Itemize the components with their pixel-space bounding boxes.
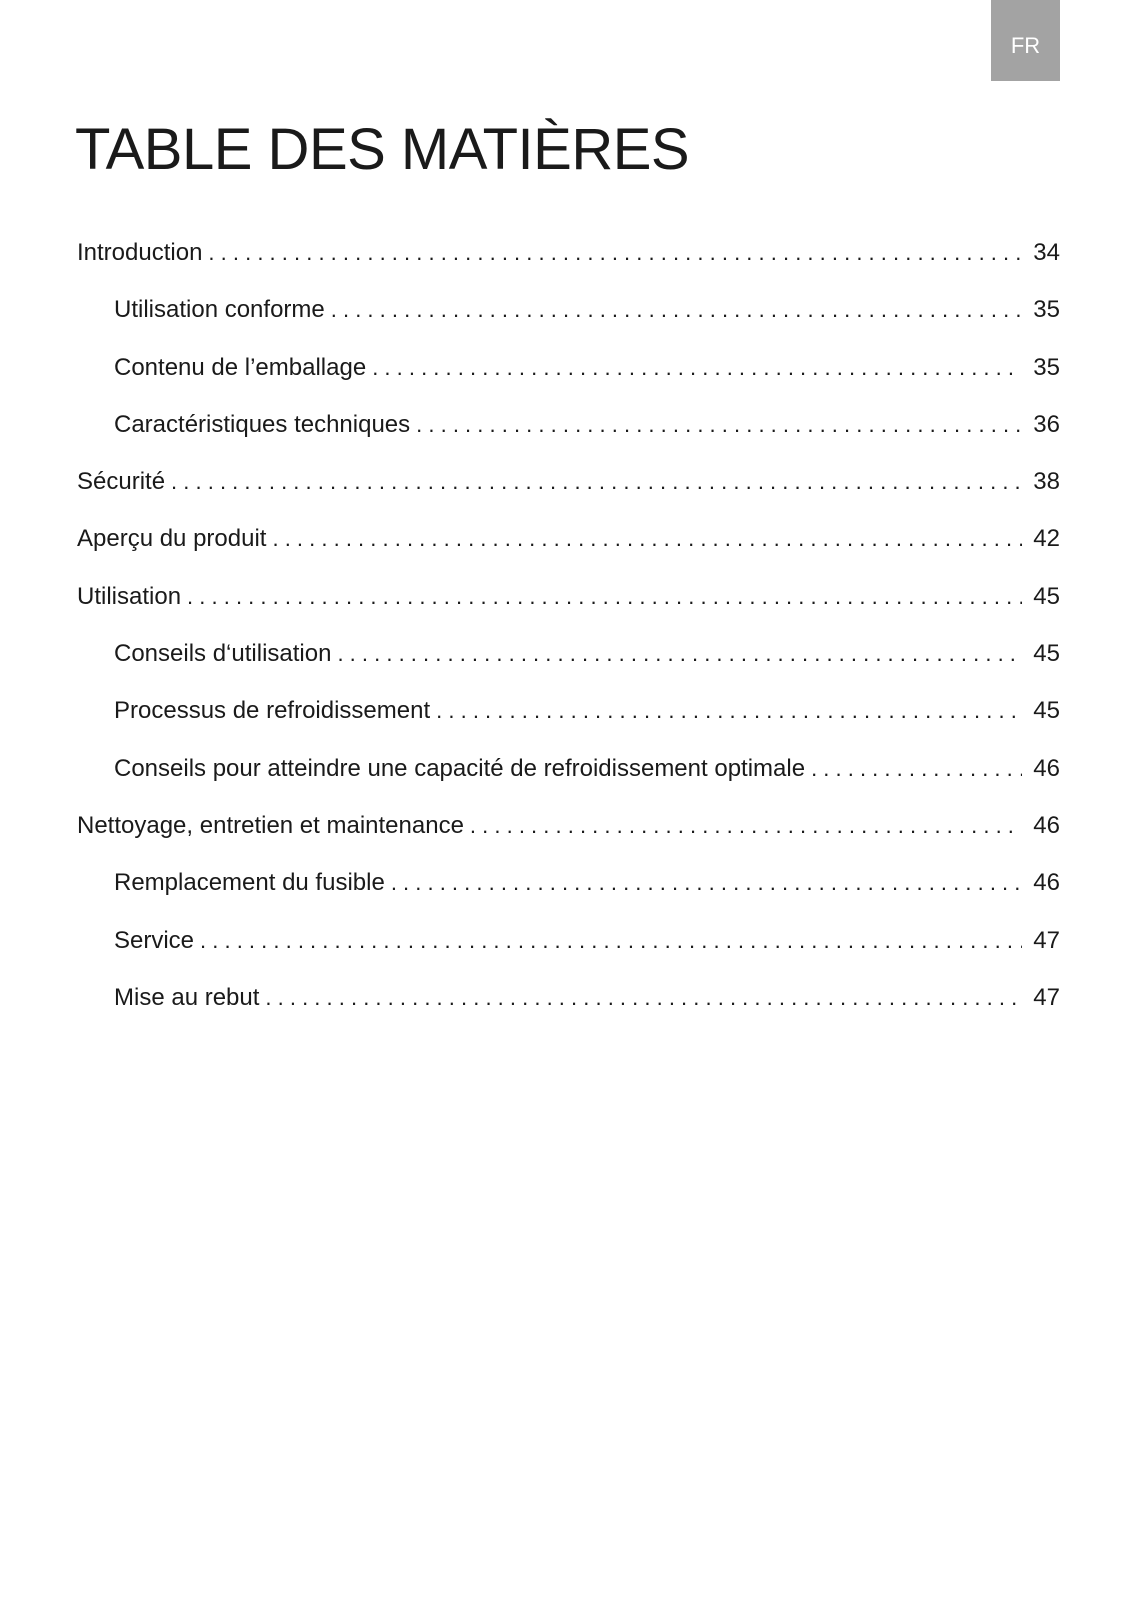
toc-entry-page: 46 — [1033, 869, 1060, 897]
toc-entry-processus-refroidissement[interactable] — [77, 695, 1060, 752]
toc-entry-utilisation-conforme[interactable] — [77, 294, 1060, 351]
toc-entry-page: 34 — [1033, 239, 1060, 266]
toc-dot-leader — [265, 982, 1022, 1014]
toc-entry-caracteristiques-techniques[interactable] — [77, 409, 1060, 466]
toc-entry-label: Aperçu du produit — [77, 525, 267, 553]
table-of-contents — [77, 237, 1060, 1039]
toc-dot-leader — [811, 753, 1022, 785]
toc-entry-label: Sécurité — [77, 468, 166, 496]
toc-entry-page: 45 — [1033, 697, 1060, 725]
toc-entry-page: 45 — [1033, 582, 1060, 610]
toc-entry-conseils-utilisation[interactable] — [77, 638, 1060, 695]
toc-dot-leader — [187, 581, 1022, 613]
toc-dot-leader — [436, 695, 1022, 727]
toc-dot-leader — [171, 466, 1022, 498]
toc-entry-label: Utilisation conforme — [114, 296, 325, 324]
toc-entry-label: Remplacement du fusible — [114, 869, 385, 897]
toc-dot-leader — [470, 810, 1022, 842]
toc-dot-leader — [208, 237, 1022, 269]
toc-entry-page: 38 — [1033, 468, 1060, 496]
language-tab: FR — [991, 0, 1060, 81]
toc-dot-leader — [331, 294, 1022, 326]
toc-entry-page: 46 — [1033, 754, 1060, 782]
toc-entry-label: Conseils d‘utilisation — [114, 640, 332, 668]
page-title: TABLE DES MATIÈRES — [75, 117, 690, 182]
toc-dot-leader — [272, 523, 1022, 555]
toc-entry-page: 36 — [1033, 410, 1060, 438]
toc-entry-page: 35 — [1033, 353, 1060, 381]
toc-dot-leader — [416, 409, 1022, 441]
toc-dot-leader — [337, 638, 1022, 670]
toc-entry-label: Introduction — [77, 239, 203, 266]
toc-dot-leader — [372, 352, 1022, 384]
toc-entry-page: 45 — [1033, 640, 1060, 668]
toc-entry-label: Service — [114, 926, 195, 954]
toc-entry-label: Contenu de l’emballage — [114, 353, 367, 381]
toc-dot-leader — [200, 925, 1022, 957]
toc-entry-contenu-emballage[interactable] — [77, 352, 1060, 409]
toc-entry-label: Conseils pour atteindre une capacité de refroidissement optimale — [114, 754, 806, 782]
toc-entry-remplacement-fusible[interactable] — [77, 867, 1060, 924]
toc-entry-service[interactable] — [77, 925, 1060, 982]
toc-entry-label: Nettoyage, entretien et maintenance — [77, 811, 464, 839]
toc-entry-page: 47 — [1033, 983, 1060, 1011]
toc-entry-page: 47 — [1033, 926, 1060, 954]
toc-entry-label: Utilisation — [77, 582, 182, 610]
toc-entry-label: Caractéristiques techniques — [114, 410, 411, 438]
toc-entry-conseils-capacite[interactable] — [77, 753, 1060, 810]
toc-entry-label: Processus de refroidissement — [114, 697, 431, 725]
toc-entry-nettoyage[interactable] — [77, 810, 1060, 867]
toc-entry-page: 46 — [1033, 811, 1060, 839]
toc-entry-securite[interactable] — [77, 466, 1060, 523]
toc-entry-utilisation[interactable] — [77, 581, 1060, 638]
toc-entry-label: Mise au rebut — [114, 983, 260, 1011]
toc-entry-page: 35 — [1033, 296, 1060, 324]
toc-entry-page: 42 — [1033, 525, 1060, 553]
toc-entry-introduction[interactable] — [77, 237, 1060, 294]
toc-entry-apercu-produit[interactable] — [77, 523, 1060, 580]
toc-entry-mise-au-rebut[interactable] — [77, 982, 1060, 1039]
toc-dot-leader — [391, 867, 1022, 899]
